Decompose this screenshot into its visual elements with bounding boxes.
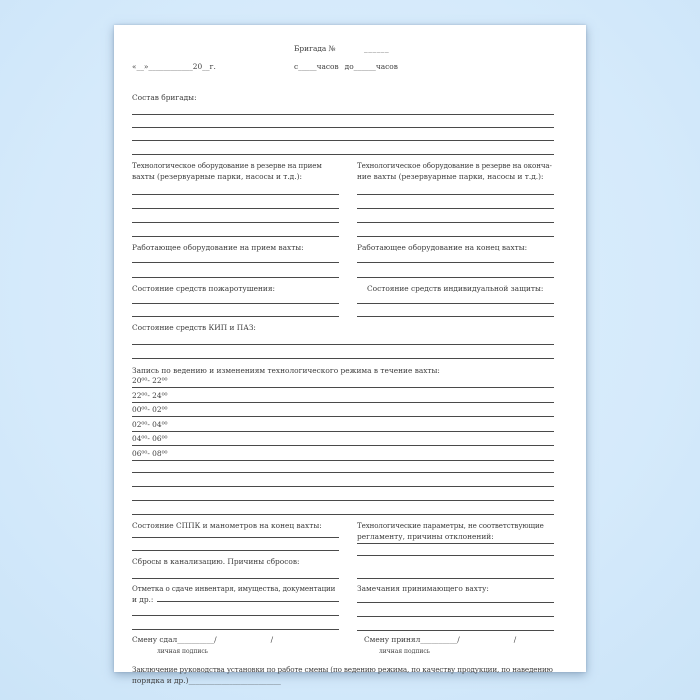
reserve-start-cell: [132, 160, 339, 237]
working-end-label: Работающее оборудование на конец вахты:: [357, 243, 528, 252]
ruled-line: [357, 603, 554, 617]
log-time-label: 06⁰⁰- 08⁰⁰: [132, 448, 168, 458]
reserve-start-label-line2: вахты (резервуарные парки, насосы и т.д.):: [132, 172, 302, 181]
log-time-label: 00⁰⁰- 02⁰⁰: [132, 405, 168, 415]
log-time-row: [132, 403, 554, 418]
log-time-row: [132, 376, 554, 388]
log-time-row: [132, 417, 554, 432]
ruled-line: [357, 253, 554, 263]
working-end-cell: [357, 242, 554, 278]
log-time-row: [132, 446, 554, 461]
brigade-number-label: Бригада №: [294, 44, 336, 53]
ruled-line: [132, 209, 339, 223]
ruled-line: [357, 304, 554, 317]
reserve-end-cell: [357, 160, 554, 237]
ruled-line: [132, 263, 339, 278]
ruled-line: [132, 223, 339, 237]
ruled-line: [132, 567, 339, 579]
tech-params-label-line2: регламенту, причины отклонений:: [357, 531, 494, 541]
log-time-label: 04⁰⁰- 06⁰⁰: [132, 434, 168, 444]
log-time-label: 02⁰⁰- 04⁰⁰: [132, 419, 168, 429]
ruled-line: [132, 345, 554, 359]
ruled-line: [132, 253, 339, 263]
ruled-line: [132, 531, 339, 538]
ruled-line: [132, 487, 554, 501]
instrumentation-label: Состояние средств КИП и ПАЗ:: [132, 323, 256, 332]
ruled-line: [132, 128, 554, 141]
ruled-line: [132, 182, 339, 195]
brigade-row: [132, 43, 554, 55]
ruled-line: [132, 538, 339, 551]
personal-signature-caption-right: личная подпись: [379, 647, 430, 655]
ruled-line: [357, 617, 554, 631]
ruled-line: [132, 195, 339, 209]
ruled-line: [357, 556, 554, 579]
shift-handed-cell: [132, 634, 339, 646]
ruled-line: [132, 602, 339, 616]
ruled-line: [357, 223, 554, 237]
signature-captions-row: [132, 648, 554, 656]
shift-accepted-slash: /: [513, 634, 517, 644]
ruled-line: [357, 182, 554, 195]
log-time-label: 20⁰⁰- 22⁰⁰: [132, 376, 168, 385]
bottom-section: [132, 520, 554, 631]
ruled-line: [132, 461, 554, 473]
reserve-equipment-section: [132, 160, 554, 237]
ruled-line: [357, 263, 554, 278]
conclusion-line2: порядка и др.)_________________________: [132, 675, 281, 685]
ruled-line: [132, 104, 554, 115]
log-time-label: 22⁰⁰- 24⁰⁰: [132, 390, 168, 400]
log-time-row: [132, 432, 554, 447]
ruled-line: [157, 593, 339, 602]
ruled-line: [357, 209, 554, 223]
bottom-left-column: [132, 520, 339, 631]
shift-accepted-label: Смену принял__________/: [364, 634, 460, 644]
tech-params-label-line1: Технологические параметры, не соответствующие: [357, 520, 544, 530]
handover-label-line2: и др.:: [132, 594, 154, 604]
hours-from-blank: с_____часов: [294, 62, 339, 71]
ruled-line: [357, 294, 554, 304]
reserve-end-label-line1: Технологическое оборудование в резерве на оконча-: [357, 161, 552, 170]
ruled-line: [132, 501, 554, 515]
ruled-line: [357, 195, 554, 209]
reserve-start-label-line1: Технологическое оборудование в резерве на прием: [132, 161, 322, 170]
bottom-right-column: [357, 520, 554, 631]
handover-label-line2-row: [132, 594, 339, 602]
date-time-row: [132, 61, 554, 73]
remarks-label: Замечания принимающего вахту:: [357, 583, 489, 593]
ruled-line: [357, 594, 554, 603]
safety-means-section: [132, 283, 554, 317]
date-blank: «__»____________20__г.: [132, 62, 216, 71]
ruled-line: [132, 115, 554, 128]
ruled-line: [357, 544, 554, 556]
brigade-number-blank: ______: [364, 44, 390, 53]
ruled-line: [132, 473, 554, 487]
conclusion-line1: Заключение руководства установки по работе смены (по ведению режима, по качеству продукции, по наведению: [132, 664, 553, 674]
working-start-cell: [132, 242, 339, 278]
ruled-line: [132, 333, 554, 345]
sppk-label: Состояние СППК и манометров на конец вахты:: [132, 520, 322, 530]
ruled-line: [132, 294, 339, 304]
drains-label: Сбросы в канализацию. Причины сбросов:: [132, 556, 300, 566]
fire-fighting-label: Состояние средств пожаротушения:: [132, 284, 275, 293]
shift-accepted-cell: [357, 634, 554, 646]
reserve-end-label-line2: ние вахты (резервуарные парки, насосы и т.д.):: [357, 172, 544, 181]
personal-protection-cell: [357, 283, 554, 317]
ruled-line: [132, 304, 339, 317]
shift-hours: [294, 61, 398, 72]
ruled-line: [132, 141, 554, 155]
crew-section-label: Состав бригады:: [132, 93, 197, 102]
shift-handed-slash: /: [270, 634, 274, 644]
signatures-row: [132, 634, 554, 646]
hours-to-blank: до______часов: [344, 62, 398, 71]
regime-log-label: Запись по ведению и изменениям технологического режима в течение вахты:: [132, 366, 440, 375]
personal-signature-caption-left: личная подпись: [157, 647, 208, 655]
handover-label-line1: Отметка о сдаче инвентаря, имущества, документации: [132, 583, 336, 593]
shift-handed-label: Смену сдал__________/: [132, 634, 217, 644]
shift-log-form: [114, 25, 586, 685]
working-start-label: Работающее оборудование на прием вахты:: [132, 243, 304, 252]
personal-protection-label: Состояние средств индивидуальной защиты:: [367, 284, 544, 293]
log-time-row: [132, 388, 554, 403]
working-equipment-section: [132, 242, 554, 278]
fire-fighting-cell: [132, 283, 339, 317]
management-conclusion: [132, 664, 554, 686]
ruled-line: [132, 616, 339, 630]
log-rows: [132, 376, 554, 461]
form-header: [132, 43, 554, 73]
